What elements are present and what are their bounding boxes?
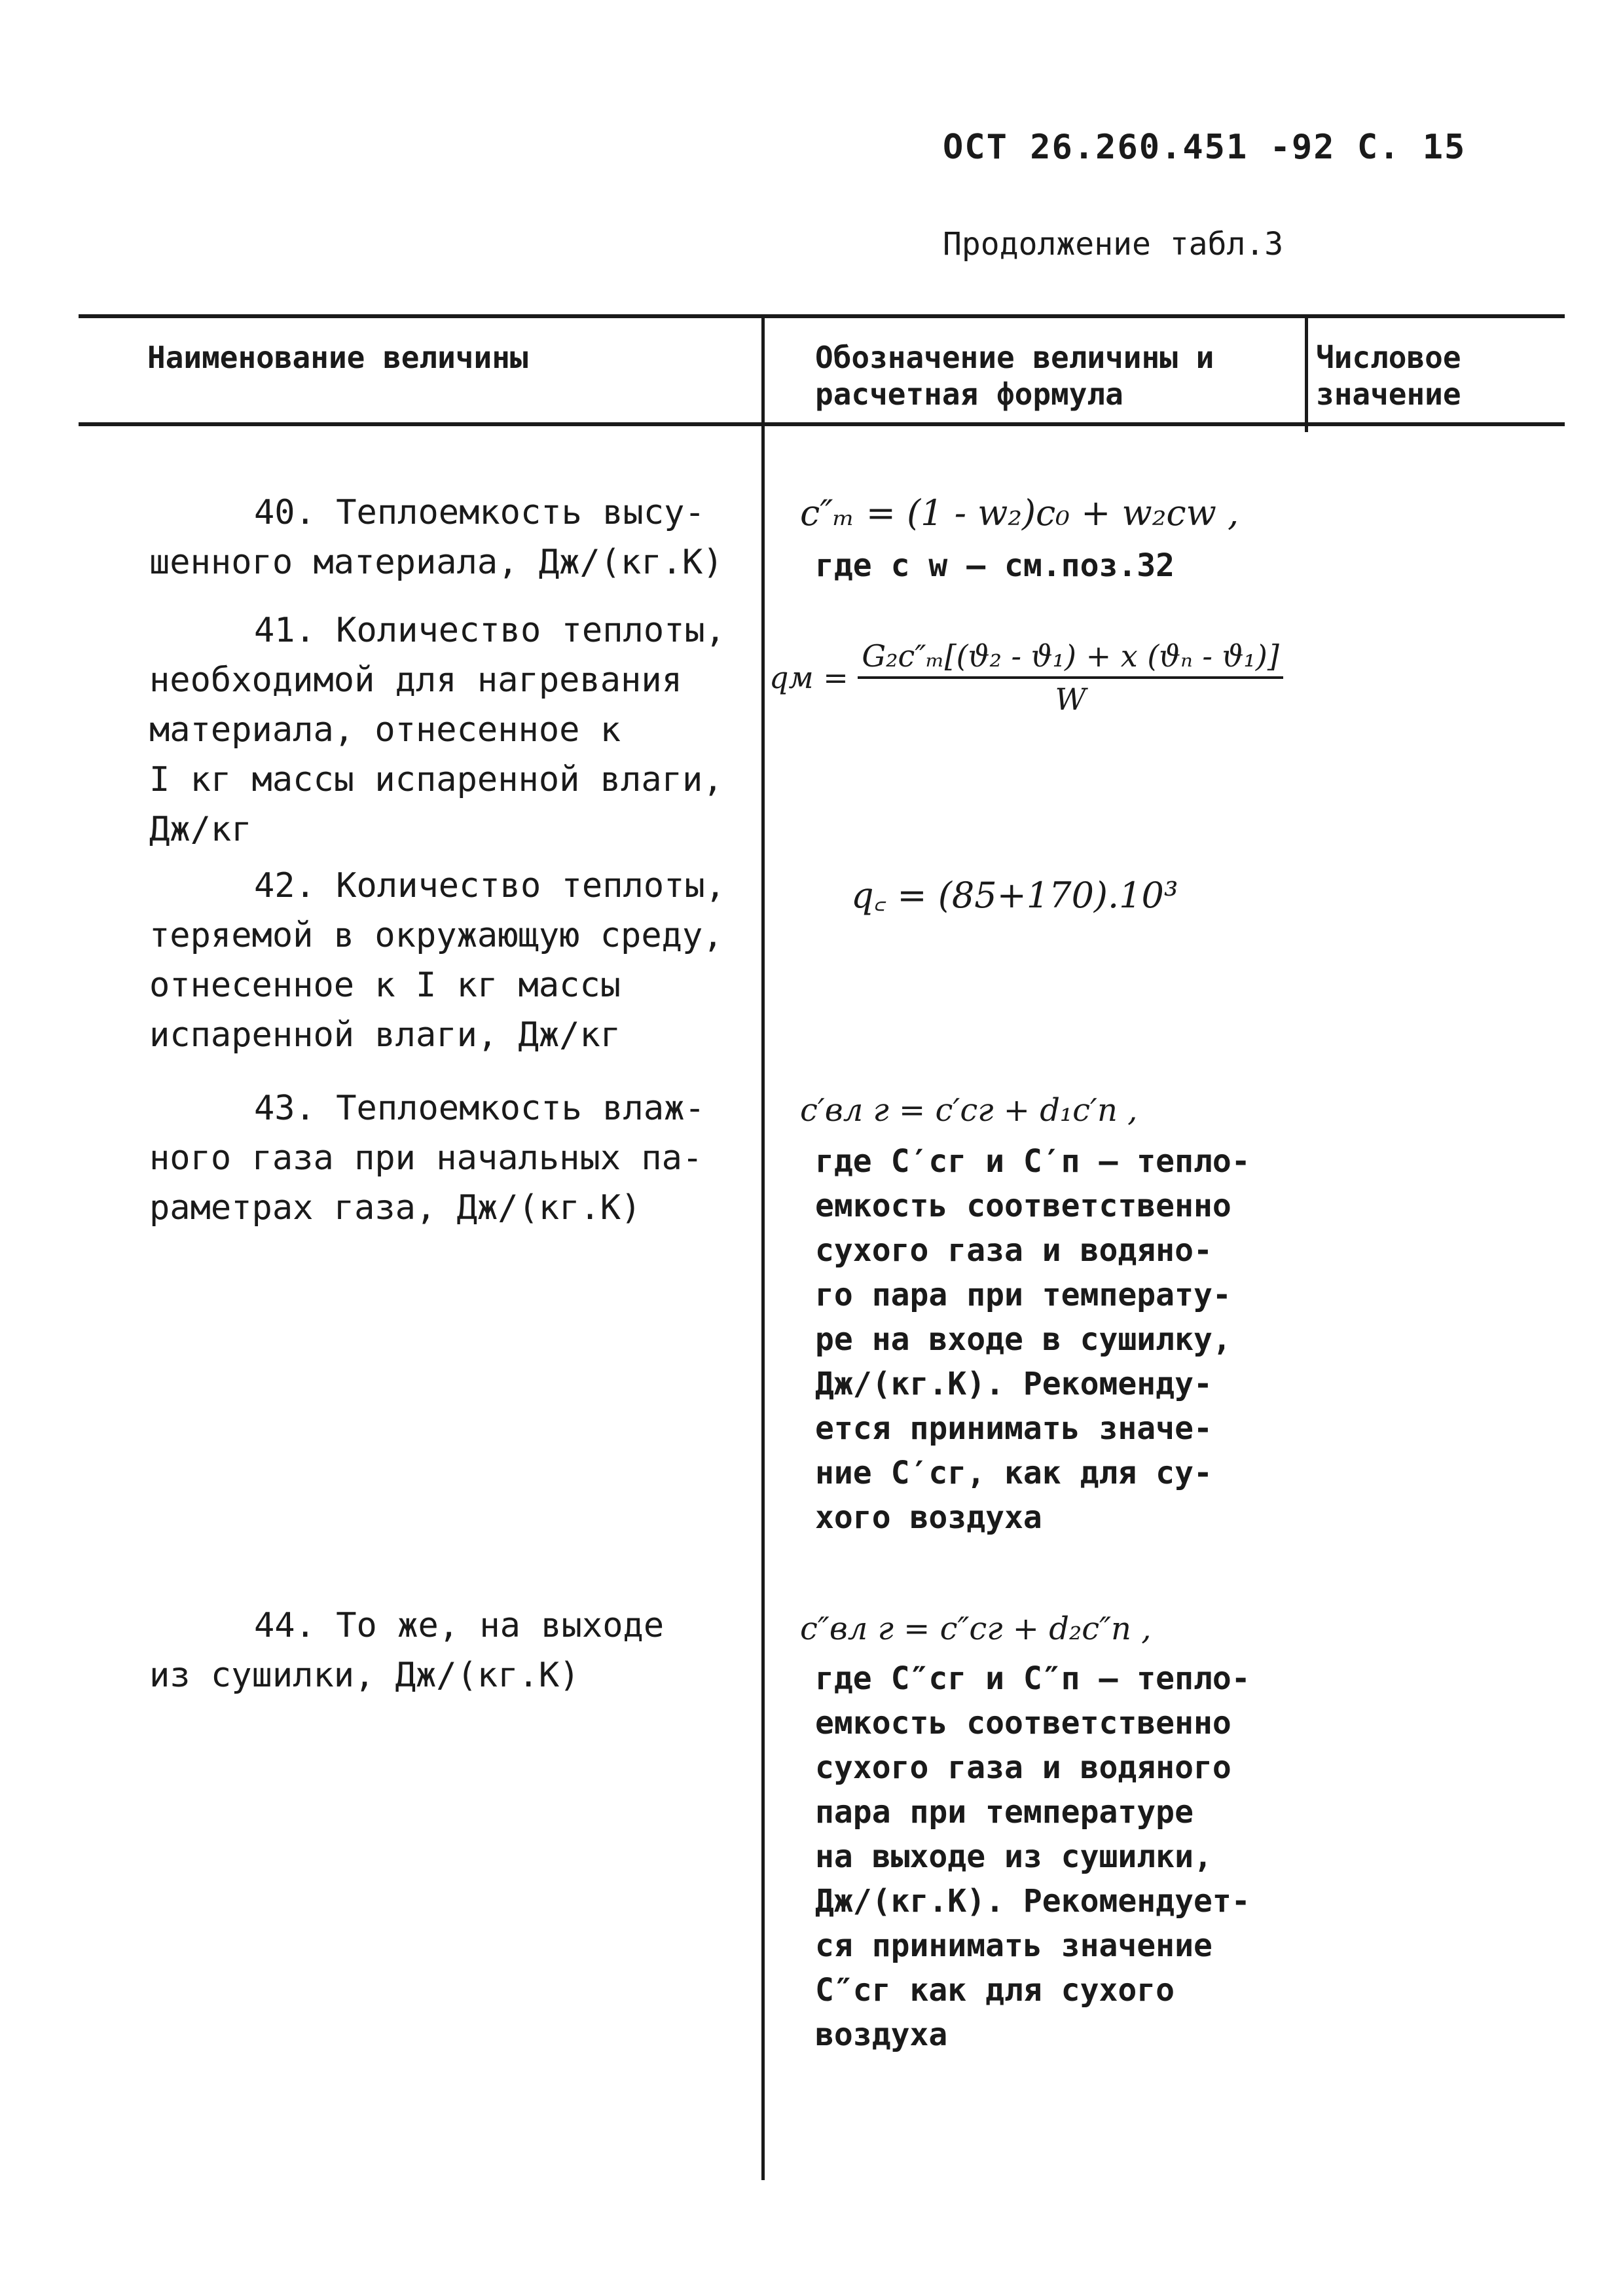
- column-divider-2: [1305, 314, 1308, 432]
- row-41-fraction: [858, 638, 1283, 717]
- table-continuation-label: Продолжение табл.3: [943, 226, 1284, 263]
- row-41-name-line: Дж/кг: [149, 810, 252, 849]
- row-41-name-line: материала, отнесенное к: [149, 710, 621, 750]
- row-42-name-line: 42. Количество теплоты,: [254, 866, 726, 905]
- row-44-desc-line: Дж/(кг.К). Рекомендует-: [815, 1883, 1250, 1920]
- row-43-desc-line: ется принимать значе-: [815, 1410, 1213, 1447]
- row-42-formula: q꜀ = (85+170).10³: [851, 875, 1178, 916]
- row-43-desc-line: сухого газа и водяно-: [815, 1232, 1213, 1269]
- row-41-name-line: 41. Количество теплоты,: [254, 611, 726, 650]
- row-41-numerator: G₂c″ₘ[(ϑ₂ - ϑ₁) + x (ϑₙ - ϑ₁)]: [858, 638, 1283, 679]
- row-41-formula-lhs: qм =: [769, 660, 848, 695]
- row-43-desc-line: Дж/(кг.К). Рекоменду-: [815, 1366, 1213, 1402]
- row-43-description: [815, 1139, 1300, 1540]
- row-44-name: [149, 1601, 752, 1700]
- row-44-desc-line: где C″сг и C″п – тепло-: [815, 1660, 1250, 1697]
- row-44-name-line: из сушилки, Дж/(кг.К): [149, 1656, 580, 1695]
- row-40-name-line: шенного материала, Дж/(кг.К): [149, 543, 723, 582]
- column-divider-1: [761, 314, 765, 2180]
- row-42-name-line: теряемой в окружающую среду,: [149, 916, 723, 955]
- row-44-desc-line: сухого газа и водяного: [815, 1749, 1231, 1786]
- table-header-rule: [79, 422, 1565, 426]
- row-43-desc-line: где C′сг и C′п – тепло-: [815, 1143, 1250, 1180]
- row-43-formula: c′вл г = c′сг + d₁c′п ,: [800, 1092, 1138, 1129]
- column-header-name: Наименование величины: [147, 340, 528, 375]
- row-44-description: [815, 1656, 1300, 2057]
- row-42-name: [149, 861, 752, 1060]
- row-43-name-line: ного газа при начальных па-: [149, 1139, 703, 1178]
- row-44-desc-line: C″сг как для сухого: [815, 1972, 1175, 2009]
- row-40-formula: c″ₘ = (1 - w₂)c₀ + w₂cw ,: [800, 492, 1239, 534]
- row-40-name: [149, 488, 752, 587]
- column-header-formula: Обозначение величины и расчетная формула: [815, 340, 1214, 412]
- row-41-denominator: W: [1055, 682, 1086, 717]
- row-41-name: [149, 606, 752, 854]
- row-43-desc-line: емкость соответственно: [815, 1188, 1231, 1224]
- row-40-note: где c w – см.поз.32: [815, 547, 1175, 584]
- row-44-desc-line: пара при температуре: [815, 1794, 1194, 1831]
- column-header-value: Числовое значение: [1316, 340, 1461, 412]
- row-43-name-line: раметрах газа, Дж/(кг.К): [149, 1188, 642, 1228]
- row-44-formula: c″вл г = c″сг + d₂c″п ,: [800, 1611, 1152, 1647]
- row-43-desc-line: хого воздуха: [815, 1499, 1042, 1536]
- row-43-desc-line: ние C′сг, как для су-: [815, 1455, 1213, 1491]
- document-code: ОСТ 26.260.451 -92 С. 15: [943, 128, 1467, 167]
- row-43-desc-line: го пара при температу-: [815, 1277, 1231, 1313]
- row-44-desc-line: ся принимать значение: [815, 1927, 1213, 1964]
- row-41-name-line: необходимой для нагревания: [149, 661, 682, 700]
- row-43-name-line: 43. Теплоемкость влаж-: [254, 1089, 705, 1128]
- row-44-desc-line: емкость соответственно: [815, 1705, 1231, 1741]
- row-41-name-line: I кг массы испаренной влаги,: [149, 760, 723, 799]
- table-top-rule: [79, 314, 1565, 318]
- row-42-name-line: испаренной влаги, Дж/кг: [149, 1015, 621, 1055]
- row-40-name-line: 40. Теплоемкость высу-: [254, 493, 705, 532]
- row-43-desc-line: ре на входе в сушилку,: [815, 1321, 1231, 1358]
- row-44-name-line: 44. То же, на выходе: [254, 1606, 665, 1645]
- row-43-name: [149, 1084, 752, 1233]
- row-44-desc-line: воздуха: [815, 2016, 948, 2053]
- row-41-formula: [769, 638, 1283, 717]
- row-42-name-line: отнесенное к I кг массы: [149, 966, 621, 1005]
- row-44-desc-line: на выходе из сушилки,: [815, 1838, 1213, 1875]
